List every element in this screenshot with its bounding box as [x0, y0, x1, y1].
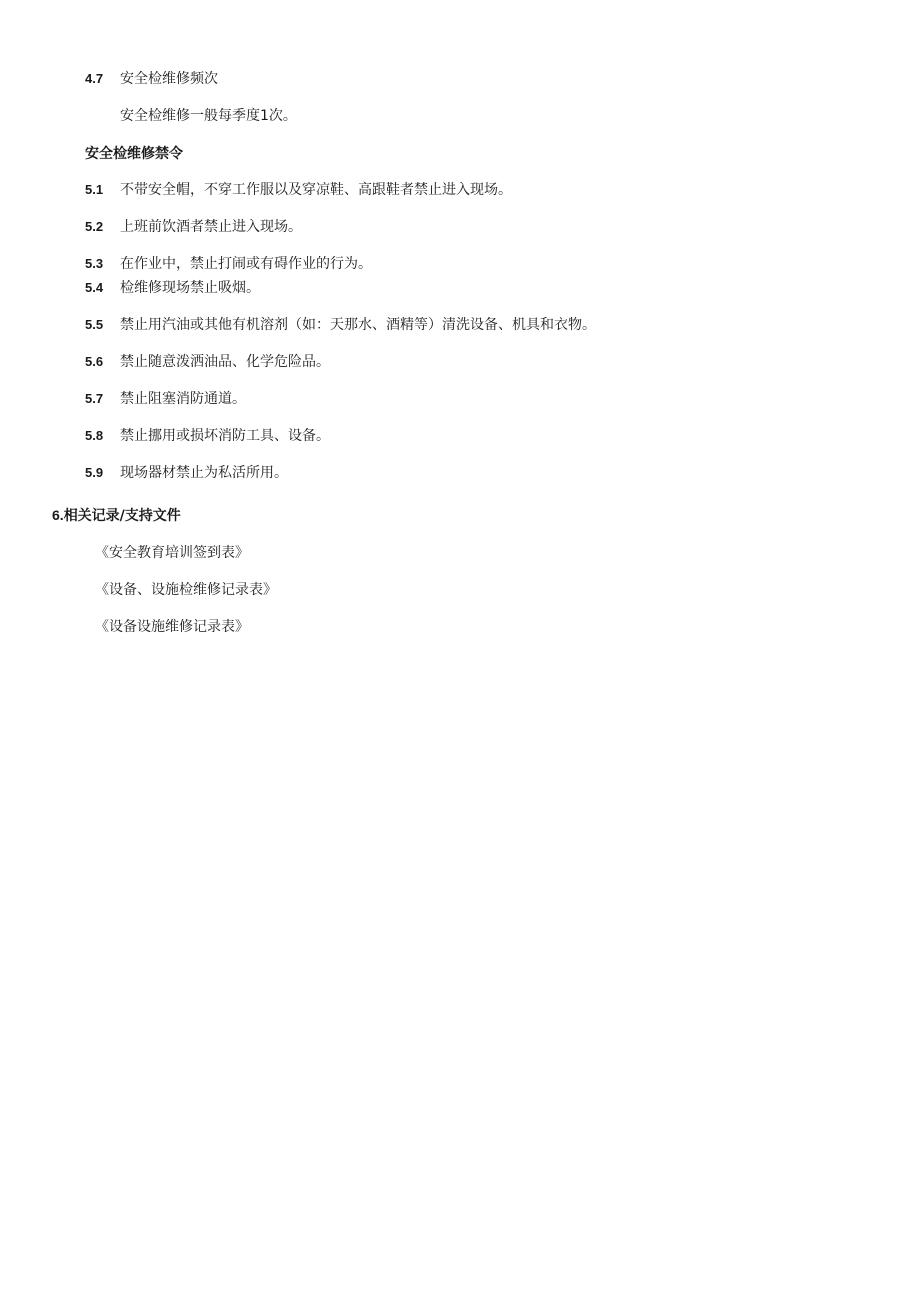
- section-number: 6.: [52, 507, 64, 523]
- item-number: 5.1: [85, 182, 104, 197]
- section-5-heading: 安全检维修禁令: [85, 146, 183, 162]
- list-item: [85, 218, 302, 236]
- list-item: [85, 316, 596, 334]
- record-item: [95, 581, 277, 599]
- item-text: 禁止挪用或损坏消防工具、设备。: [120, 428, 330, 444]
- section-6-heading: [52, 506, 181, 525]
- list-item: [85, 181, 512, 199]
- record-title: 《设备、设施检维修记录表》: [95, 582, 277, 598]
- item-number: 5.7: [85, 391, 104, 406]
- item-text: 现场器材禁止为私活所用。: [120, 465, 288, 481]
- item-number: 5.8: [85, 428, 104, 443]
- item-text: 在作业中，禁止打闹或有碍作业的行为。: [120, 256, 372, 272]
- item-4-7-body: [120, 107, 297, 125]
- item-number: 5.9: [85, 465, 104, 480]
- item-number: 5.5: [85, 317, 104, 332]
- item-body: 安全检维修一般每季度1次。: [120, 108, 297, 124]
- item-text: 不带安全帽，不穿工作服以及穿凉鞋、高跟鞋者禁止进入现场。: [120, 182, 512, 198]
- item-text: 上班前饮酒者禁止进入现场。: [120, 219, 302, 235]
- list-item: [85, 255, 372, 273]
- list-item: [85, 279, 260, 297]
- record-item: [95, 544, 249, 562]
- item-text: 禁止随意泼洒油品、化学危险品。: [120, 354, 330, 370]
- item-number: 4.7: [85, 71, 104, 86]
- item-text: 检维修现场禁止吸烟。: [120, 280, 260, 296]
- list-item: [85, 353, 330, 371]
- item-4-7-title: [85, 70, 218, 88]
- item-number: 5.6: [85, 354, 104, 369]
- list-item: [85, 390, 246, 408]
- item-number: 5.3: [85, 256, 104, 271]
- item-text: 禁止阻塞消防通道。: [120, 391, 246, 407]
- item-title: 安全检维修频次: [120, 71, 218, 87]
- item-text: 禁止用汽油或其他有机溶剂（如：天那水、酒精等）清洗设备、机具和衣物。: [120, 317, 596, 333]
- record-title: 《安全教育培训签到表》: [95, 545, 249, 561]
- list-item: [85, 464, 288, 482]
- item-number: 5.2: [85, 219, 104, 234]
- record-item: [95, 618, 249, 636]
- record-title: 《设备设施维修记录表》: [95, 619, 249, 635]
- item-number: 5.4: [85, 280, 104, 295]
- section-title: 相关记录/支持文件: [63, 508, 181, 524]
- list-item: [85, 427, 330, 445]
